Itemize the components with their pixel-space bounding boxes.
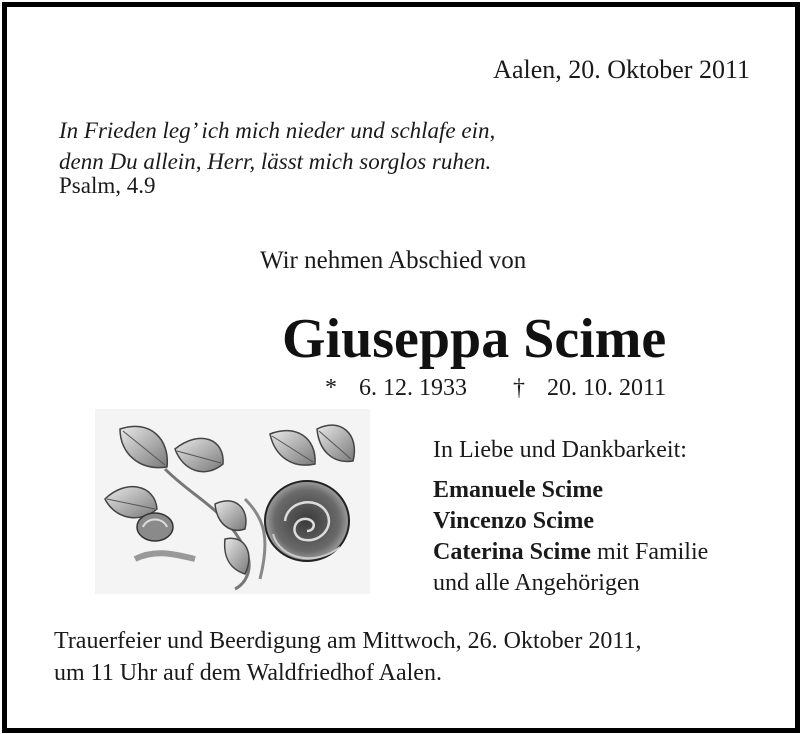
mourners-closing: und alle Angehörigen (433, 570, 640, 596)
verse-source: Psalm, 4.9 (59, 173, 156, 198)
mourners-list (433, 475, 708, 599)
funeral-line-2: um 11 Uhr auf dem Waldfriedhof Aalen. (54, 660, 442, 686)
place-date: Aalen, 20. Oktober 2011 (493, 55, 750, 84)
farewell-announcement: Wir nehmen Abschied von (260, 247, 527, 274)
funeral-details (54, 625, 641, 689)
mourners-heading: In Liebe und Dankbarkeit: (433, 437, 687, 463)
mourner-name: Caterina Scime (433, 539, 591, 565)
life-dates (325, 375, 666, 402)
rose-illustration-icon (95, 409, 370, 594)
deceased-name: Giuseppa Scime (282, 308, 667, 370)
funeral-line-1: Trauerfeier und Beerdigung am Mittwoch, 26. Oktober 2011, (54, 628, 642, 654)
verse-line-2: denn Du allein, Herr, lässt mich sorglos ruhen. (59, 149, 492, 174)
bible-verse (59, 115, 495, 177)
death-date: 20. 10. 2011 (547, 375, 667, 401)
mourner-name: Emanuele Scime (433, 477, 603, 503)
birth-symbol: * (325, 375, 337, 401)
mourner-name: Vincenzo Scime (433, 508, 595, 534)
family-suffix: mit Familie (590, 539, 709, 565)
verse-line-1: In Frieden leg’ ich mich nieder und schlafe ein, (59, 118, 496, 143)
birth-date: 6. 12. 1933 (359, 375, 467, 401)
obituary-frame (2, 2, 800, 733)
death-symbol: † (513, 375, 525, 401)
